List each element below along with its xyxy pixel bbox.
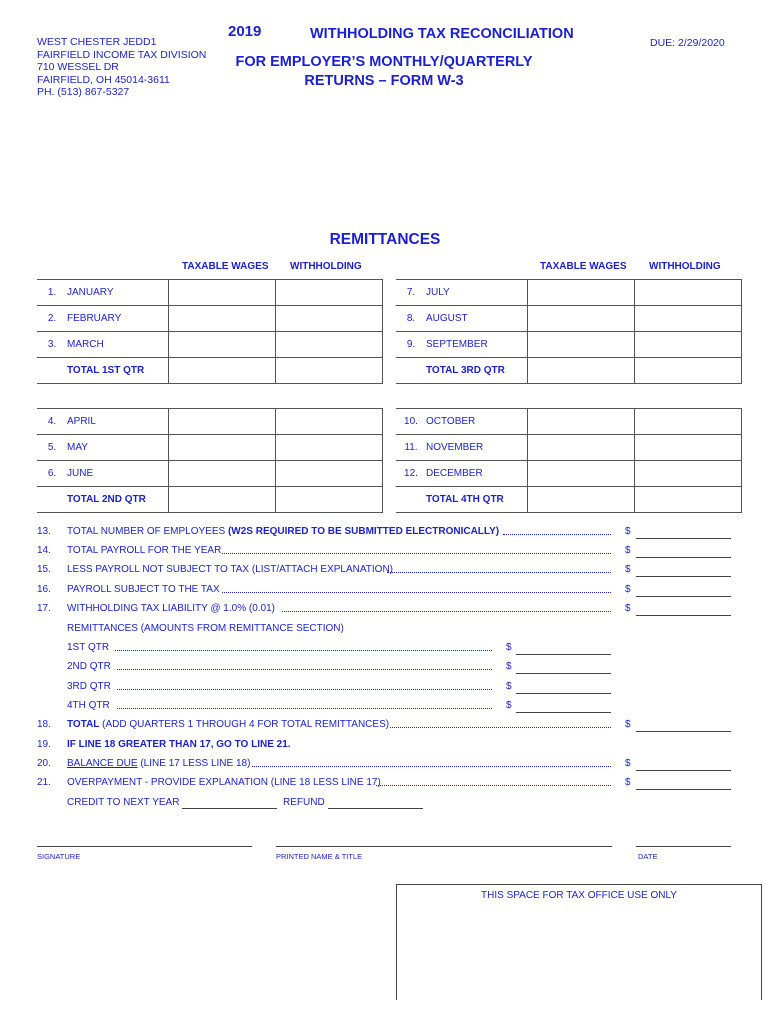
- line-label: PAYROLL SUBJECT TO THE TAX: [67, 584, 220, 595]
- printed-name-label: PRINTED NAME & TITLE: [276, 852, 363, 861]
- table-row: [396, 461, 742, 487]
- leader-dots: [252, 758, 611, 767]
- withholding-cell[interactable]: [276, 280, 383, 306]
- leader-dots: [390, 719, 611, 728]
- withholding-cell[interactable]: [276, 487, 383, 513]
- q4-input[interactable]: [516, 711, 611, 713]
- dollar-sign: $: [625, 545, 631, 556]
- line-number: 21.: [37, 777, 51, 788]
- table-row: [37, 487, 383, 513]
- table-row: [396, 280, 742, 306]
- printed-name-input[interactable]: [276, 845, 612, 847]
- line-number: 17.: [37, 603, 51, 614]
- wages-cell[interactable]: [169, 461, 276, 487]
- remittance-table-q1: [37, 279, 383, 384]
- row-number: 10.: [396, 409, 426, 435]
- month-label: APRIL: [67, 409, 169, 435]
- month-label: MAY: [67, 435, 169, 461]
- credit-input[interactable]: [182, 807, 277, 809]
- line-number: 15.: [37, 564, 51, 575]
- wages-cell[interactable]: [169, 435, 276, 461]
- withholding-cell[interactable]: [635, 358, 742, 384]
- dollar-sign: $: [506, 642, 512, 653]
- row-number: 12.: [396, 461, 426, 487]
- table-row: [37, 435, 383, 461]
- wages-cell[interactable]: [169, 306, 276, 332]
- date-label: DATE: [638, 852, 658, 861]
- remittance-table-q2: [37, 408, 383, 513]
- line-label: [67, 719, 389, 730]
- due-date: DUE: 2/29/2020: [650, 37, 725, 49]
- leader-dots: [222, 545, 611, 554]
- month-label: AUGUST: [426, 306, 528, 332]
- withholding-cell[interactable]: [276, 461, 383, 487]
- withholding-cell[interactable]: [276, 435, 383, 461]
- refund-input[interactable]: [328, 807, 423, 809]
- line-label: OVERPAYMENT - PROVIDE EXPLANATION (LINE 18 LESS LINE 17): [67, 777, 381, 788]
- q2-input[interactable]: [516, 672, 611, 674]
- wages-cell[interactable]: [528, 487, 635, 513]
- subtitle-line-2: RETURNS – FORM W-3: [304, 73, 464, 89]
- q4-label: 4TH QTR: [67, 700, 110, 711]
- wages-cell[interactable]: [528, 280, 635, 306]
- dollar-sign: $: [506, 700, 512, 711]
- wages-cell[interactable]: [169, 358, 276, 384]
- withholding-cell[interactable]: [276, 306, 383, 332]
- wages-cell[interactable]: [528, 332, 635, 358]
- withholding-cell[interactable]: [276, 358, 383, 384]
- month-label: FEBRUARY: [67, 306, 169, 332]
- date-input[interactable]: [636, 845, 731, 847]
- month-label: JANUARY: [67, 280, 169, 306]
- q3-input[interactable]: [516, 692, 611, 694]
- line-number: 20.: [37, 758, 51, 769]
- line-label-underlined: BALANCE DUE: [67, 758, 138, 769]
- employer-address: [37, 36, 206, 99]
- subtitle-line-1: FOR EMPLOYER’S MONTHLY/QUARTERLY: [235, 54, 533, 70]
- line-13-input[interactable]: [636, 537, 731, 539]
- line-14-input[interactable]: [636, 556, 731, 558]
- line-label: TOTAL PAYROLL FOR THE YEAR: [67, 545, 222, 556]
- wages-cell[interactable]: [528, 435, 635, 461]
- line-label: [67, 526, 499, 537]
- total-label: TOTAL 3RD QTR: [426, 358, 528, 384]
- line-label-text: (LINE 17 LESS LINE 18): [137, 758, 251, 769]
- remittance-table-q3: [396, 279, 742, 384]
- wages-cell[interactable]: [169, 280, 276, 306]
- wages-cell[interactable]: [528, 409, 635, 435]
- withholding-cell[interactable]: [635, 487, 742, 513]
- leader-dots: [117, 661, 492, 670]
- dollar-sign: $: [625, 603, 631, 614]
- row-number: [396, 487, 426, 513]
- dollar-sign: $: [625, 719, 631, 730]
- office-use-label: THIS SPACE FOR TAX OFFICE USE ONLY: [481, 890, 677, 901]
- form-title: WITHHOLDING TAX RECONCILIATION: [310, 26, 574, 42]
- wages-cell[interactable]: [169, 409, 276, 435]
- withholding-cell[interactable]: [635, 409, 742, 435]
- leader-dots: [115, 642, 492, 651]
- row-number: 11.: [396, 435, 426, 461]
- left-col-withholding-header: WITHHOLDING: [290, 261, 362, 272]
- line-label: LESS PAYROLL NOT SUBJECT TO TAX (LIST/ATTACH EXPLANATION): [67, 564, 394, 575]
- row-number: 5.: [37, 435, 67, 461]
- row-number: [37, 487, 67, 513]
- leader-dots: [117, 700, 492, 709]
- table-row: [396, 332, 742, 358]
- row-number: 1.: [37, 280, 67, 306]
- table-row: [37, 306, 383, 332]
- dollar-sign: $: [625, 526, 631, 537]
- month-label: NOVEMBER: [426, 435, 528, 461]
- table-row: [396, 358, 742, 384]
- line-label-bold: TOTAL: [67, 719, 100, 730]
- total-label: TOTAL 4TH QTR: [426, 487, 528, 513]
- wages-cell[interactable]: [169, 332, 276, 358]
- table-row: [37, 461, 383, 487]
- right-col-withholding-header: WITHHOLDING: [649, 261, 721, 272]
- form-year: 2019: [228, 23, 262, 40]
- leader-dots: [387, 564, 611, 573]
- q1-label: 1ST QTR: [67, 642, 110, 653]
- withholding-cell[interactable]: [635, 435, 742, 461]
- total-label: TOTAL 1ST QTR: [67, 358, 169, 384]
- withholding-cell[interactable]: [276, 409, 383, 435]
- dollar-sign: $: [625, 564, 631, 575]
- line-20-input[interactable]: [636, 769, 731, 771]
- signature-input[interactable]: [37, 845, 252, 847]
- address-line: WEST CHESTER JEDD1: [37, 36, 157, 48]
- withholding-cell[interactable]: [635, 306, 742, 332]
- line-label: [67, 758, 250, 769]
- table-row: [396, 306, 742, 332]
- month-label: OCTOBER: [426, 409, 528, 435]
- withholding-cell[interactable]: [276, 332, 383, 358]
- table-row: [37, 280, 383, 306]
- month-label: JUNE: [67, 461, 169, 487]
- table-row: [37, 358, 383, 384]
- table-row: [37, 409, 383, 435]
- row-number: 9.: [396, 332, 426, 358]
- line-number: 19.: [37, 739, 51, 750]
- signature-label: SIGNATURE: [37, 852, 81, 861]
- leader-dots: [117, 681, 492, 690]
- leader-dots: [503, 526, 611, 535]
- line-label: WITHHOLDING TAX LIABILITY @ 1.0% (0.01): [67, 603, 275, 614]
- dollar-sign: $: [506, 661, 512, 672]
- line-15-input[interactable]: [636, 575, 731, 577]
- q1-input[interactable]: [516, 653, 611, 655]
- wages-cell[interactable]: [528, 461, 635, 487]
- table-row: [396, 409, 742, 435]
- line-number: 14.: [37, 545, 51, 556]
- address-line: PH. (513) 867-5327: [37, 86, 130, 98]
- row-number: 7.: [396, 280, 426, 306]
- month-label: DECEMBER: [426, 461, 528, 487]
- line-18-input[interactable]: [636, 730, 731, 732]
- remittances-subheading: REMITTANCES (AMOUNTS FROM REMITTANCE SECTION): [67, 623, 344, 634]
- row-number: 8.: [396, 306, 426, 332]
- line-label-text: (ADD QUARTERS 1 THROUGH 4 FOR TOTAL REMITTANCES): [99, 719, 390, 730]
- table-row: [396, 435, 742, 461]
- address-line: FAIRFIELD INCOME TAX DIVISION: [37, 48, 207, 61]
- address-line: 710 WESSEL DR: [37, 61, 119, 73]
- line-17-input[interactable]: [636, 614, 731, 616]
- dollar-sign: $: [625, 777, 631, 788]
- withholding-cell[interactable]: [635, 461, 742, 487]
- month-label: JULY: [426, 280, 528, 306]
- leader-dots: [222, 584, 611, 593]
- leader-dots: [282, 603, 611, 612]
- row-number: [396, 358, 426, 384]
- dollar-sign: $: [625, 758, 631, 769]
- table-row: [37, 332, 383, 358]
- total-label: TOTAL 2ND QTR: [67, 487, 169, 513]
- row-number: 4.: [37, 409, 67, 435]
- wages-cell[interactable]: [528, 358, 635, 384]
- line-21-input[interactable]: [636, 788, 731, 790]
- row-number: [37, 358, 67, 384]
- wages-cell[interactable]: [528, 306, 635, 332]
- line-label: IF LINE 18 GREATER THAN 17, GO TO LINE 21.: [67, 739, 291, 750]
- remittance-table-q4: [396, 408, 742, 513]
- wages-cell[interactable]: [169, 487, 276, 513]
- month-label: SEPTEMBER: [426, 332, 528, 358]
- credit-label: CREDIT TO NEXT YEAR: [67, 797, 180, 808]
- line-number: 16.: [37, 584, 51, 595]
- line-16-input[interactable]: [636, 595, 731, 597]
- refund-label: REFUND: [283, 797, 325, 808]
- leader-dots: [376, 777, 611, 786]
- line-label-bold: (W2S REQUIRED TO BE SUBMITTED ELECTRONICALLY): [227, 526, 500, 537]
- row-number: 3.: [37, 332, 67, 358]
- withholding-cell[interactable]: [635, 332, 742, 358]
- dollar-sign: $: [625, 584, 631, 595]
- right-col-wages-header: TAXABLE WAGES: [540, 261, 627, 272]
- line-label-text: TOTAL NUMBER OF EMPLOYEES: [67, 526, 228, 537]
- q3-label: 3RD QTR: [67, 681, 111, 692]
- q2-label: 2ND QTR: [67, 661, 111, 672]
- withholding-cell[interactable]: [635, 280, 742, 306]
- remittances-title: REMITTANCES: [329, 231, 441, 248]
- dollar-sign: $: [506, 681, 512, 692]
- line-number: 13.: [37, 526, 51, 537]
- table-row: [396, 487, 742, 513]
- address-line: FAIRFIELD, OH 45014-3611: [37, 73, 170, 86]
- row-number: 6.: [37, 461, 67, 487]
- month-label: MARCH: [67, 332, 169, 358]
- left-col-wages-header: TAXABLE WAGES: [182, 261, 269, 272]
- line-number: 18.: [37, 719, 51, 730]
- form-subtitle: [229, 53, 539, 91]
- row-number: 2.: [37, 306, 67, 332]
- office-use-box: [396, 884, 762, 1000]
